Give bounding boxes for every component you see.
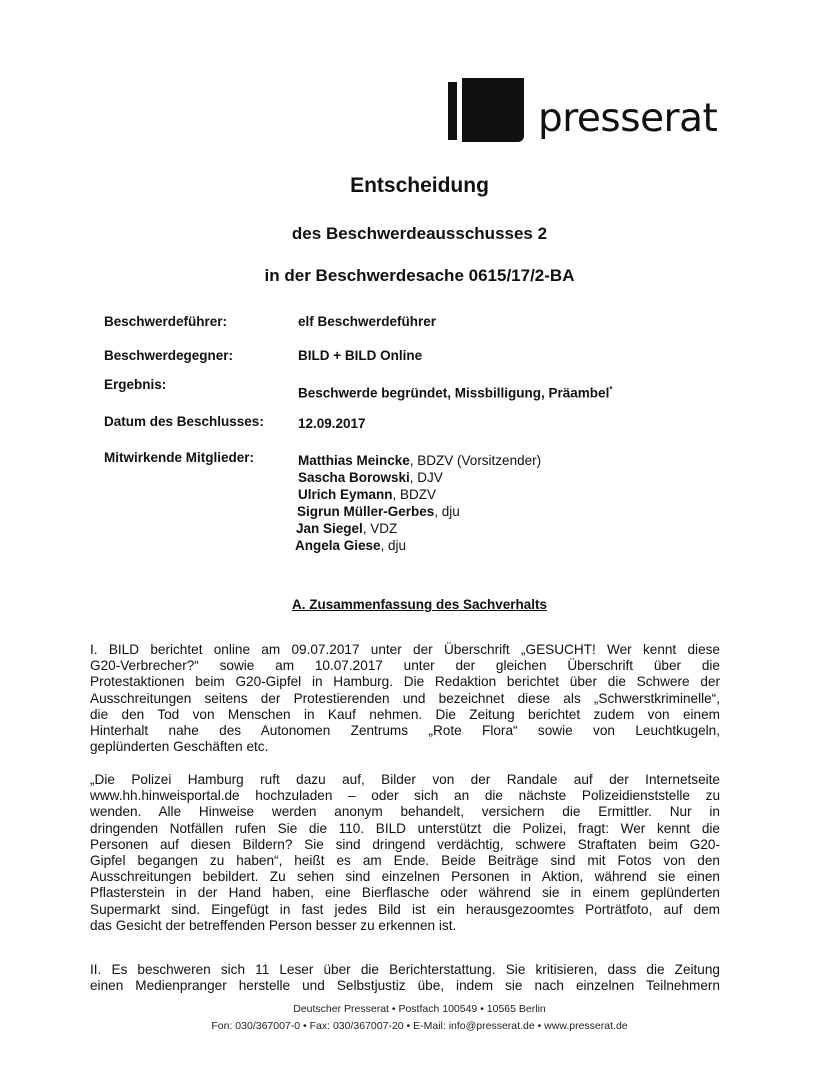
result-value: Beschwerde begründet, Missbilligung, Präambel bbox=[298, 385, 610, 401]
text-line: wenden. Alle Hinweise werden anonym behandelt, versichern die Ermittler. Nur in bbox=[90, 804, 720, 820]
member-item: Ulrich Eymann, BDZV bbox=[298, 487, 437, 502]
complainant-value: elf Beschwerdeführer bbox=[298, 314, 437, 329]
text-line: Gipfel begangen zu haben“, heißt es am Ende. Beide Beiträge sind mit Fotos von den bbox=[90, 853, 720, 869]
document-title: Entscheidung bbox=[350, 174, 489, 197]
text-line: G20-Verbrecher?“ sowie am 10.07.2017 unter der gleichen Überschrift über die bbox=[90, 658, 720, 674]
result-label: Ergebnis: bbox=[104, 377, 167, 392]
presserat-logo-icon bbox=[448, 78, 526, 144]
result-footnote-mark: * bbox=[609, 385, 613, 394]
text-line: www.hh.hinweisportal.de hochzuladen – oder sich an die nächste Polizeidienststelle zu bbox=[90, 788, 720, 804]
date-value: 12.09.2017 bbox=[298, 416, 366, 431]
text-line: Pflasterstein in der Hand haben, eine Bierflasche oder während sie in einem geplünderten bbox=[90, 885, 720, 901]
document-subtitle-case: in der Beschwerdesache 0615/17/2-BA bbox=[264, 266, 575, 285]
members-label: Mitwirkende Mitglieder: bbox=[104, 450, 255, 465]
text-line: Personen auf diesen Bildern? Sie sind dringend verdächtig, schwere Straftaten beim G20- bbox=[90, 836, 720, 852]
section-a-heading: A. Zusammenfassung des Sachverhalts bbox=[291, 597, 548, 612]
text-line: Protestaktionen beim G20-Gipfel in Hamburg. Die Redaktion berichtet über die Schwere der bbox=[90, 674, 720, 690]
document-subtitle-committee: des Beschwerdeausschusses 2 bbox=[291, 224, 548, 243]
member-item: Jan Siegel, VDZ bbox=[296, 521, 398, 536]
paragraph-2 bbox=[90, 772, 720, 934]
text-line: die den Tod von Menschen in Kauf nehmen. Die Zeitung berichtet zudem von einem bbox=[90, 706, 720, 722]
text-line: geplünderten Geschäften etc. bbox=[90, 739, 269, 755]
text-line: dringenden Notfällen rufen Sie die 110. BILD unterstützt die Polizei, fragt: Wer kennt die bbox=[90, 820, 720, 836]
presserat-logo bbox=[448, 78, 717, 144]
member-item: Sigrun Müller-Gerbes, dju bbox=[297, 504, 460, 519]
text-line: Ausschreitungen seitens der Protestierenden und bezeichnet diese als „Schwerstkriminelle“, bbox=[90, 690, 720, 706]
respondent-label: Beschwerdegegner: bbox=[104, 348, 234, 363]
result-value-wrap bbox=[298, 385, 612, 401]
complainant-label: Beschwerdeführer: bbox=[104, 314, 228, 329]
text-line: das Gesicht der betreffenden Person besser zu erkennen ist. bbox=[90, 917, 457, 933]
paragraph-3 bbox=[90, 962, 720, 994]
logo-text: presserat bbox=[538, 96, 718, 141]
footer-contact: Fon: 030/367007-0 • Fax: 030/367007-20 • E-Mail: info@presserat.de • www.presserat.de bbox=[211, 1020, 628, 1032]
text-line: einen Medienpranger herstelle und Selbstjustiz übe, indem sie nach einzelnen Teilnehmern bbox=[90, 978, 720, 994]
paragraph-1 bbox=[90, 642, 720, 755]
text-line: „Die Polizei Hamburg ruft dazu auf, Bilder von der Randale auf der Internetseite bbox=[90, 772, 720, 787]
text-line: I. BILD berichtet online am 09.07.2017 unter der Überschrift „GESUCHT! Wer kennt diese bbox=[90, 642, 720, 657]
member-item: Sascha Borowski, DJV bbox=[298, 470, 443, 485]
member-item: Angela Giese, dju bbox=[295, 538, 407, 553]
footer-address: Deutscher Presserat • Postfach 100549 • 10565 Berlin bbox=[293, 1003, 546, 1015]
text-line: II. Es beschweren sich 11 Leser über die Berichterstattung. Sie kritisieren, dass die Zeitung bbox=[90, 962, 720, 977]
text-line: Ausschreitungen bebildert. Zu sehen sind einzelnen Personen in Aktion, während sie einen bbox=[90, 869, 720, 885]
text-line: Hinterhalt nahe des Autonomen Zentrums „Rote Flora“ sowie von Leuchtkugeln, bbox=[90, 723, 720, 739]
text-line: Supermarkt sind. Eingefügt in fast jedes Bild ist ein herausgezoomtes Porträtfoto, auf dem bbox=[90, 901, 720, 917]
members-list bbox=[295, 452, 542, 554]
date-label: Datum des Beschlusses: bbox=[104, 414, 264, 429]
respondent-value: BILD + BILD Online bbox=[298, 348, 423, 363]
member-item: Matthias Meincke, BDZV (Vorsitzender) bbox=[298, 453, 542, 468]
